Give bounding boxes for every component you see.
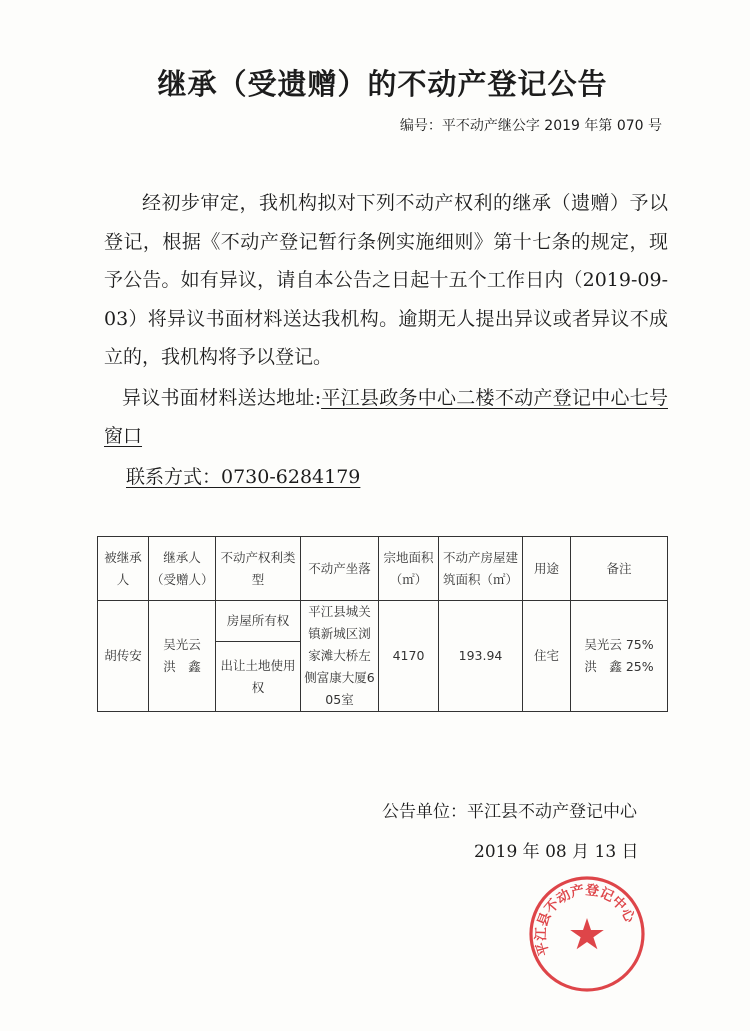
table-header-row (98, 537, 668, 601)
header-remarks: 备注 (571, 537, 668, 601)
table-row (98, 601, 668, 642)
cell-land-area: 4170 (379, 601, 439, 712)
objection-address-label: 异议书面材料送达地址: (122, 386, 322, 409)
cell-location: 平江县城关镇新城区浏家滩大桥左侧富康大厦605室 (301, 601, 379, 712)
header-usage: 用途 (523, 537, 571, 601)
contact-line (97, 458, 668, 497)
objection-address-paragraph (97, 379, 668, 456)
cell-decedent: 胡传安 (98, 601, 149, 712)
objection-address: 平江县政务中心二楼不动产登记中心七号窗口 (104, 386, 668, 447)
body-paragraph: 经初步审定，我机构拟对下列不动产权利的继承（遗赠）予以登记，根据《不动产登记暂行条例实施细则》第十七条的规定，现予公告。如有异议，请自本公告之日起十五个工作日内（2019-09-03）将异议书面材料送达我机构。逾期无人提出异议或者异议不成立的，我机构将予以登记。 (104, 192, 668, 368)
header-building-area: 不动产房屋建筑面积（㎡） (439, 537, 523, 601)
cell-right-type-1: 房屋所有权 (216, 601, 301, 642)
seal-star-icon (570, 918, 604, 949)
cell-building-area: 193.94 (439, 601, 523, 712)
header-right-type: 不动产权利类 型 (216, 537, 301, 601)
document-number: 编号：平不动产继公字 2019 年第 070 号 (399, 118, 662, 134)
header-heir: 继承人（受赠人） (149, 537, 216, 601)
cell-right-type-2: 出让土地使用权 (216, 642, 301, 712)
cell-heirs: 吴光云 洪 鑫 (149, 601, 216, 712)
header-land-area: 宗地面积（㎡） (379, 537, 439, 601)
cell-usage: 住宅 (523, 601, 571, 712)
contact-info: 联系方式：0730-6284179 (126, 465, 361, 488)
page-title: 继承（受遗赠）的不动产登记公告 (157, 67, 608, 101)
issuer: 公告单位：平江县不动产登记中心 (382, 802, 637, 822)
official-seal (527, 874, 647, 994)
header-decedent: 被继承人 (98, 537, 149, 601)
signature-block (97, 800, 668, 1000)
seal-text: 平江县不动产登记中心 (533, 882, 638, 958)
cell-remarks: 吴光云 75% 洪 鑫 25% (571, 601, 668, 712)
issue-date: 2019 年 08 月 13 日 (474, 842, 639, 862)
header-location: 不动产坐落 (301, 537, 379, 601)
registration-table (97, 536, 668, 712)
